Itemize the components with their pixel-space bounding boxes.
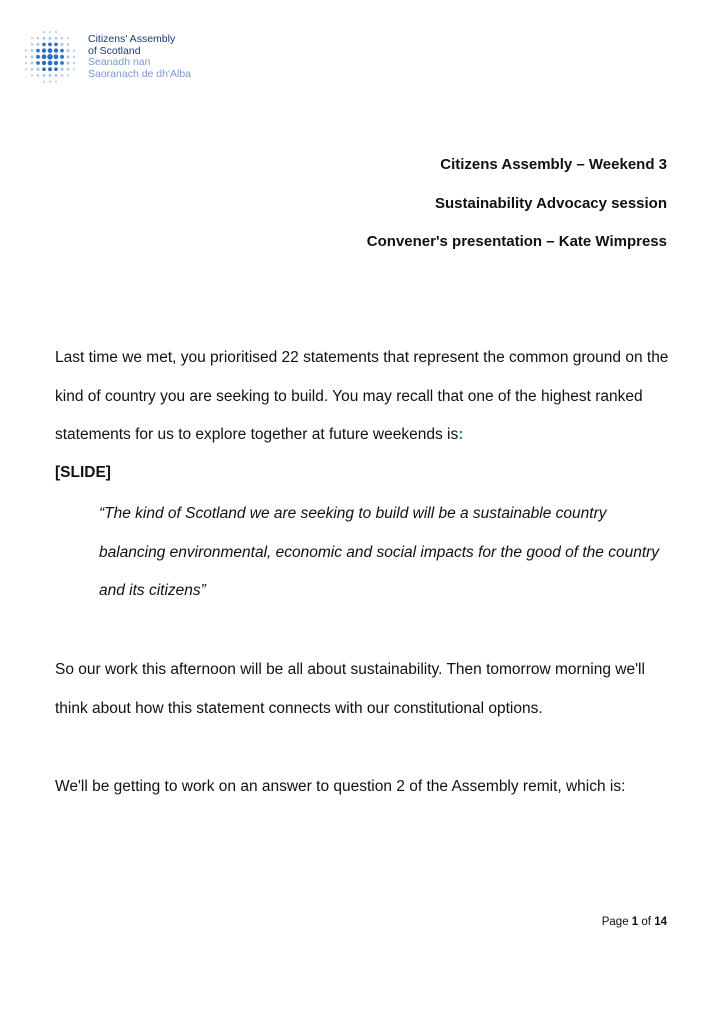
slide-marker: [SLIDE] xyxy=(55,464,111,481)
logo-dot xyxy=(36,43,39,46)
paragraph-1-text: Last time we met, you prioritised 22 statements that represent the common ground on the kind of country you are seeking to build. You may recall that one of the highest ranked statements for us to explore together at future weekends is xyxy=(55,349,669,443)
logo-dot xyxy=(47,54,53,60)
logo-dot xyxy=(48,61,53,66)
logo-dot xyxy=(67,62,70,65)
paragraph-1 xyxy=(55,339,670,455)
logo-dot xyxy=(54,54,59,59)
logo-dot xyxy=(36,68,39,71)
logo-dot xyxy=(25,62,27,64)
logo-dot xyxy=(73,50,75,52)
logo-dot xyxy=(54,43,58,47)
logo-dot xyxy=(31,43,34,46)
logo-dot xyxy=(61,37,63,39)
page-of: of xyxy=(641,916,651,928)
logo-dot xyxy=(49,31,51,33)
logo-dot xyxy=(43,37,46,40)
logo-dot xyxy=(55,31,57,33)
logo-dot xyxy=(55,74,58,77)
logo-line-4: Saoranach de dh'Alba xyxy=(88,67,192,80)
logo-dot xyxy=(30,55,33,58)
logo-dot xyxy=(67,74,69,76)
logo-dot xyxy=(66,55,69,58)
document-title: Citizens Assembly – Weekend 3 xyxy=(440,156,667,173)
logo-dot xyxy=(60,55,64,59)
session-title: Sustainability Advocacy session xyxy=(434,195,667,212)
logo-dot xyxy=(42,61,46,65)
dot-pattern-logo-icon xyxy=(22,26,78,88)
logo-dot xyxy=(48,48,53,53)
logo-dot xyxy=(25,68,27,70)
logo-dot xyxy=(54,61,58,65)
page-label: Page xyxy=(601,916,629,928)
logo-line-3: Seanadh nan xyxy=(88,56,151,68)
logo-dot xyxy=(48,42,52,46)
logo-dot xyxy=(60,61,64,65)
logo-dot xyxy=(73,62,75,64)
logo-dot xyxy=(67,49,70,52)
logo-dot xyxy=(60,43,63,46)
logo-dot xyxy=(60,68,63,71)
paragraph-3: We'll be getting to work on an answer to question 2 of the Assembly remit, which is: xyxy=(55,778,626,795)
assembly-logo xyxy=(22,26,191,88)
logo-dot xyxy=(54,67,58,71)
logo-dot xyxy=(36,55,40,59)
logo-dot xyxy=(43,31,45,33)
logo-dot xyxy=(31,49,34,52)
logo-dot xyxy=(31,62,34,65)
logo-text xyxy=(88,34,191,80)
logo-dot xyxy=(31,74,33,76)
logo-dot xyxy=(37,74,40,77)
logo-line-2: of Scotland xyxy=(88,44,141,57)
logo-dot xyxy=(43,74,46,77)
logo-dot xyxy=(55,37,58,40)
presenter-line: Convener's presentation – Kate Wimpress xyxy=(366,233,667,250)
logo-dot xyxy=(42,67,46,71)
logo-dot xyxy=(48,74,51,77)
page-total: 14 xyxy=(654,916,667,928)
logo-dot xyxy=(73,68,75,70)
logo-dot xyxy=(48,67,52,71)
page-number xyxy=(602,916,667,928)
logo-dot xyxy=(36,49,40,53)
logo-dot xyxy=(36,61,40,65)
logo-dot xyxy=(67,43,70,46)
logo-dot xyxy=(73,56,75,58)
logo-dot xyxy=(55,81,57,83)
quote-statement: “The kind of Scotland we are seeking to build will be a sustainable country balancing environmental, economic and social impacts for the good of the country and its citizens” xyxy=(99,505,660,599)
logo-dot xyxy=(31,68,34,71)
paragraph-2: So our work this afternoon will be all about sustainability. Then tomorrow morning we'll think about how this statement connects with our constitutional options. xyxy=(55,661,645,717)
logo-dot xyxy=(31,37,33,39)
logo-dot xyxy=(25,50,27,52)
logo-dot xyxy=(43,81,45,83)
logo-dot xyxy=(61,74,64,77)
paragraph-1-colon: : xyxy=(458,426,464,443)
logo-dot xyxy=(60,49,64,53)
logo-dot xyxy=(49,37,52,40)
logo-dot xyxy=(42,43,46,47)
logo-dot xyxy=(67,37,69,39)
logo-dot xyxy=(54,48,58,52)
logo-dot xyxy=(49,81,51,83)
page-current: 1 xyxy=(631,916,639,928)
logo-line-1: Citizens' Assembly xyxy=(88,33,176,45)
logo-dot xyxy=(25,56,27,58)
logo-dot xyxy=(42,48,46,52)
logo-dot xyxy=(42,54,47,59)
logo-dot xyxy=(37,37,39,39)
logo-dot xyxy=(67,68,70,71)
